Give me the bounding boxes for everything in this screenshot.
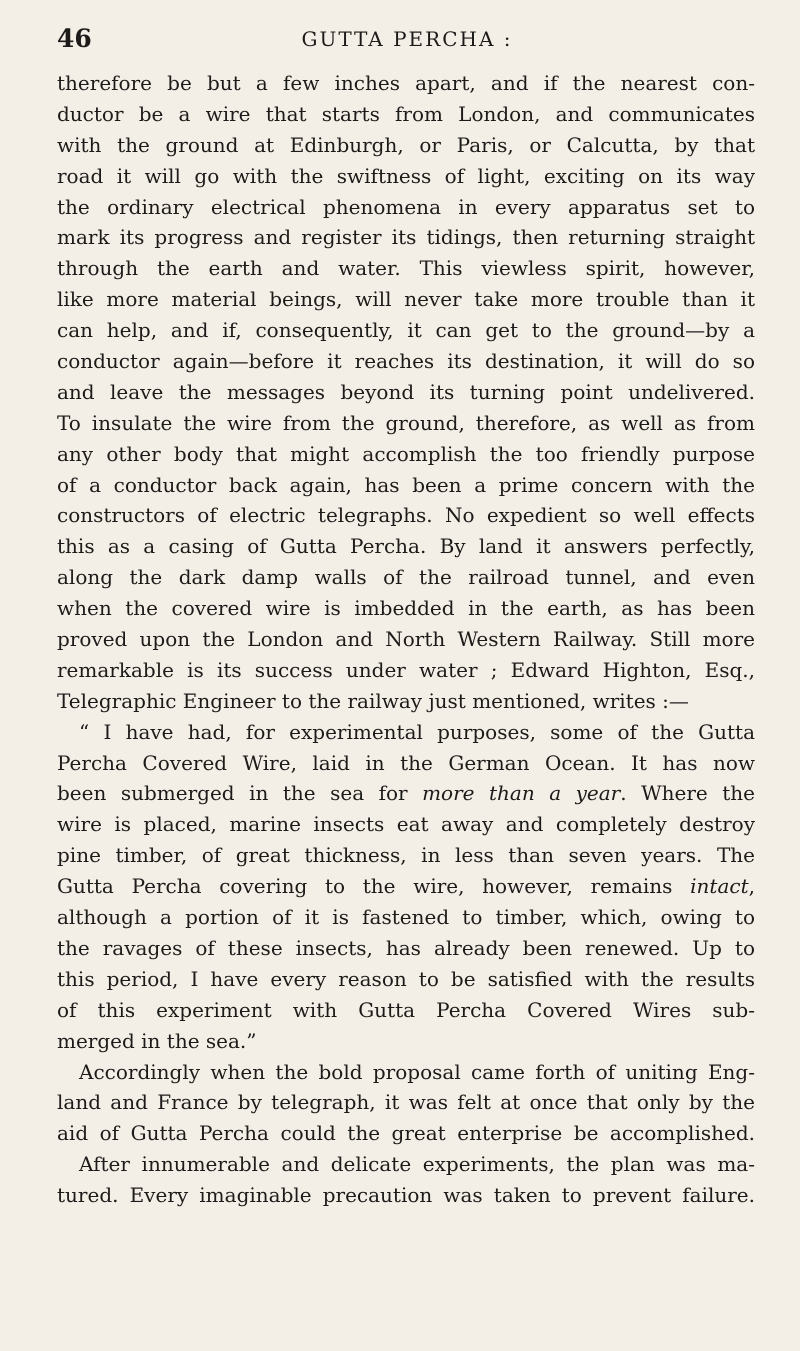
text-line: this as a casing of Gutta Percha. By land it answers perfectly, xyxy=(57,534,755,559)
text-line: of a conductor back again, has been a prime concern with the xyxy=(57,472,755,497)
quote-line: pine timber, of great thickness, in less than seven years. The xyxy=(57,843,755,868)
text-line: therefore be but a few inches apart, and if the nearest con- xyxy=(57,71,755,95)
emphasis: more than a year xyxy=(422,781,621,806)
text-line: like more material beings, will never take more trouble than it xyxy=(57,287,755,312)
text-line: can help, and if, consequently, it can get to the ground—by a xyxy=(57,318,755,343)
text-line: Telegraphic Engineer to the railway just mentioned, writes :— xyxy=(57,688,689,713)
quote-line: Percha Covered Wire, laid in the German Ocean. It has now xyxy=(57,750,755,775)
emphasis: intact xyxy=(690,874,749,899)
text-line: mark its progress and register its tidings, then returning straight xyxy=(57,225,755,250)
quote-line: merged in the sea.” xyxy=(57,1028,257,1053)
body-text xyxy=(57,68,755,1211)
text-line: remarkable is its success under water ; Edward Highton, Esq., xyxy=(57,657,755,682)
text-line: with the ground at Edinburgh, or Paris, or Calcutta, by that xyxy=(57,132,755,157)
quote-line: “ I have had, for experimental purposes, some of the Gutta xyxy=(79,719,755,744)
text-line: and leave the messages beyond its turning point undelivered. xyxy=(57,379,755,404)
quote-line: this period, I have every reason to be satisfied with the results xyxy=(57,966,755,991)
quote-line: wire is placed, marine insects eat away and completely destroy xyxy=(57,812,755,837)
text-line: constructors of electric telegraphs. No expedient so well effects xyxy=(57,503,755,528)
text-line: road it will go with the swiftness of light, exciting on its way xyxy=(57,163,755,188)
text-line: conductor again—before it reaches its destination, it will do so xyxy=(57,349,755,374)
running-title: GUTTA PERCHA : xyxy=(301,27,513,51)
text-line: tured. Every imaginable precaution was taken to prevent failure. xyxy=(57,1183,755,1208)
text-line: through the earth and water. This viewless spirit, however, xyxy=(57,256,755,281)
quote-line: although a portion of it is fastened to timber, which, owing to xyxy=(57,905,755,930)
text-line: To insulate the wire from the ground, therefore, as well as from xyxy=(57,410,755,435)
text-line: After innumerable and delicate experiments, the plan was ma- xyxy=(79,1152,755,1177)
quote-line: of this experiment with Gutta Percha Covered Wires sub- xyxy=(57,997,755,1022)
text-line: any other body that might accomplish the too friendly purpose xyxy=(57,441,755,466)
page-number: 46 xyxy=(57,24,92,53)
text-line: when the covered wire is imbedded in the earth, as has been xyxy=(57,596,755,621)
text-line: aid of Gutta Percha could the great enterprise be accomplished. xyxy=(57,1121,755,1146)
text-line: land and France by telegraph, it was felt at once that only by the xyxy=(57,1090,755,1115)
text-line: ductor be a wire that starts from London, and communicates xyxy=(57,101,755,126)
quote-line: the ravages of these insects, has already been renewed. Up to xyxy=(57,935,755,960)
quote-line: Gutta Percha covering to the wire, however, remains intact, xyxy=(57,874,755,899)
page-header xyxy=(57,22,757,56)
text-line: along the dark damp walls of the railroad tunnel, and even xyxy=(57,565,755,590)
text-line: Accordingly when the bold proposal came forth of uniting Eng- xyxy=(79,1059,755,1084)
quote-line: been submerged in the sea for more than a year. Where the xyxy=(57,781,755,806)
text-line: proved upon the London and North Western Railway. Still more xyxy=(57,627,755,652)
text-line: the ordinary electrical phenomena in every apparatus set to xyxy=(57,194,755,219)
